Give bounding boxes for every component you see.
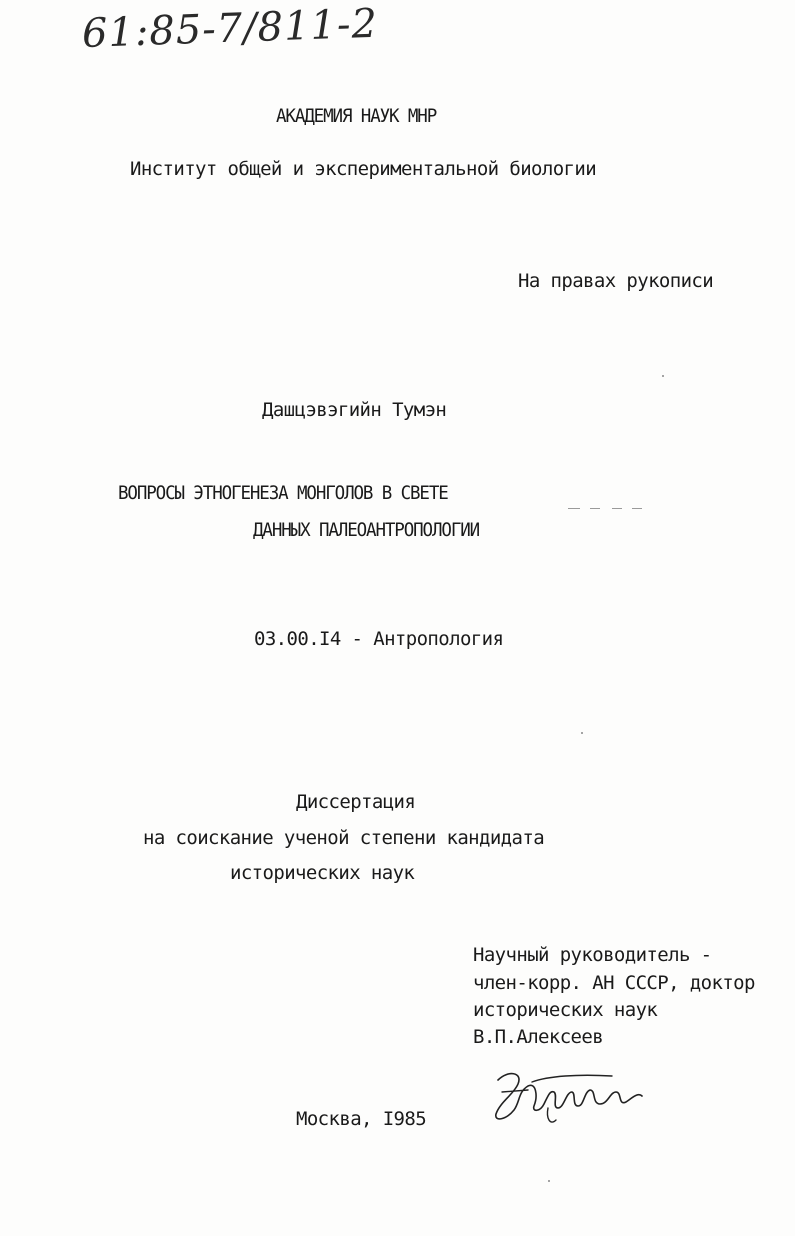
scan-speck [662,375,664,377]
title-line-2: ДАННЫХ ПАЛЕОАНТРОПОЛОГИИ [253,519,480,541]
place-and-year: Москва, I985 [296,1108,427,1130]
scan-mark [590,508,600,509]
scan-speck [548,1180,550,1182]
author-name: Дашцэвэгийн Тумэн [262,399,447,421]
rights-note: На правах рукописи [518,270,714,292]
scan-speck [581,732,583,734]
supervisor-field: исторических наук [473,999,658,1021]
scan-mark [568,508,580,509]
handwritten-signature [488,1062,648,1132]
dissertation-label: Диссертация [296,791,416,813]
title-line-1: ВОПРОСЫ ЭТНОГЕНЕЗА МОНГОЛОВ В СВЕТЕ [118,482,448,504]
supervisor-name: В.П.Алексеев [473,1026,604,1048]
supervisor-label: Научный руководитель - [473,944,712,966]
supervisor-rank: член-корр. АН СССР, доктор [473,972,755,994]
specialty-code: 03.00.I4 - Антропология [254,628,504,650]
degree-line: на соискание ученой степени кандидата [143,827,545,849]
institute-name: Институт общей и экспериментальной биологии [130,158,597,180]
science-field: исторических наук [230,862,415,884]
scan-mark [632,508,642,509]
scan-mark [612,508,622,509]
archive-number-handwritten: 61:85-7/811-2 [81,0,379,57]
academy-name: АКАДЕМИЯ НАУК МНР [276,105,437,127]
